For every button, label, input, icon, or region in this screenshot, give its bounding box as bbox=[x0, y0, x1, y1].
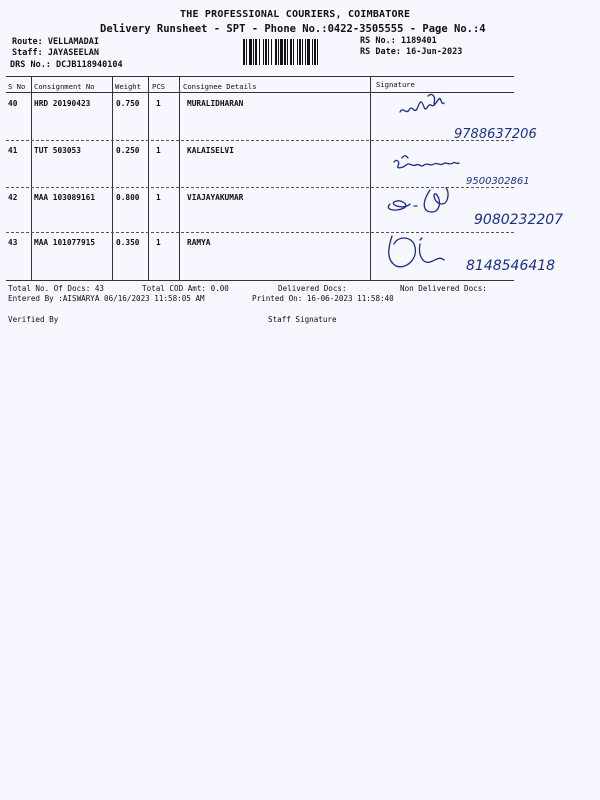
table-top-border bbox=[6, 76, 514, 77]
barcode-bar bbox=[307, 39, 310, 65]
table-bottom-border bbox=[6, 280, 514, 281]
col-header-consignment: Consignment No bbox=[34, 82, 95, 91]
col-divider bbox=[31, 76, 32, 280]
total-docs: Total No. Of Docs: 43 bbox=[8, 284, 105, 293]
rs-number: RS No.: 1189401 bbox=[360, 36, 437, 46]
pcs-cell: 1 bbox=[156, 238, 161, 247]
weight-cell: 0.800 bbox=[116, 193, 140, 202]
barcode-bar bbox=[305, 39, 306, 65]
barcode-bar bbox=[290, 39, 292, 65]
sno-cell: 41 bbox=[8, 146, 18, 155]
consignment-cell: HRD 20190423 bbox=[34, 99, 91, 108]
barcode-bar bbox=[268, 39, 269, 65]
barcode-bar bbox=[278, 39, 279, 65]
barcode-bar bbox=[255, 39, 257, 65]
weight-cell: 0.350 bbox=[116, 238, 140, 247]
printed-on: Printed On: 16-06-2023 11:58:40 bbox=[252, 294, 394, 303]
signature-phone: 9788637206 bbox=[454, 127, 537, 142]
barcode-bar bbox=[302, 39, 303, 65]
verified-by: Verified By bbox=[8, 315, 59, 324]
sno-cell: 43 bbox=[8, 238, 18, 247]
signature-phone: 8148546418 bbox=[466, 258, 556, 274]
barcode-bar bbox=[284, 39, 286, 65]
barcode-bar bbox=[299, 39, 301, 65]
sno-cell: 42 bbox=[8, 193, 18, 202]
consignee-cell: MURALIDHARAN bbox=[187, 99, 244, 108]
company-title: THE PROFESSIONAL COURIERS, COIMBATORE bbox=[180, 9, 411, 20]
consignment-cell: MAA 101077915 bbox=[34, 238, 96, 247]
signature-muralidharan bbox=[400, 94, 537, 142]
pcs-cell: 1 bbox=[156, 146, 161, 155]
barcode bbox=[243, 39, 351, 65]
barcode-bar bbox=[243, 39, 245, 65]
total-cod: Total COD Amt: 0.00 bbox=[142, 284, 229, 293]
rs-date: RS Date: 16-Jun-2023 bbox=[360, 47, 463, 57]
barcode-bar bbox=[312, 39, 313, 65]
barcode-bar bbox=[246, 39, 247, 65]
consignee-cell: VIAJAYAKUMAR bbox=[187, 193, 244, 202]
col-divider bbox=[148, 76, 149, 280]
col-header-pcs: PCS bbox=[152, 82, 165, 91]
barcode-bar bbox=[293, 39, 294, 65]
delivered-docs: Delivered Docs: bbox=[278, 284, 347, 293]
barcode-bar bbox=[317, 39, 318, 65]
consignment-cell: MAA 103089161 bbox=[34, 193, 96, 202]
non-delivered-docs: Non Delivered Docs: bbox=[400, 284, 487, 293]
barcode-bar bbox=[265, 39, 267, 65]
barcode-bar bbox=[263, 39, 264, 65]
signature-viajayakumar bbox=[388, 188, 563, 228]
pcs-cell: 1 bbox=[156, 99, 161, 108]
signature-ramya bbox=[389, 236, 555, 274]
sno-cell: 40 bbox=[8, 99, 18, 108]
barcode-bar bbox=[253, 39, 254, 65]
drs-number: DRS No.: DCJB118940104 bbox=[10, 60, 123, 70]
consignment-cell: TUT 503053 bbox=[34, 146, 81, 155]
pcs-cell: 1 bbox=[156, 193, 161, 202]
barcode-bar bbox=[249, 39, 252, 65]
col-header-signature: Signature bbox=[376, 80, 415, 89]
col-divider bbox=[112, 76, 113, 280]
barcode-bar bbox=[287, 39, 288, 65]
barcode-bar bbox=[271, 39, 272, 65]
signature-kalaiselvi bbox=[394, 156, 530, 187]
entered-by: Entered By :AISWARYA 06/16/2023 11:58:05 AM bbox=[8, 294, 205, 303]
barcode-bar bbox=[259, 39, 260, 65]
weight-cell: 0.750 bbox=[116, 99, 140, 108]
route-label: Route: VELLAMADAI bbox=[12, 37, 99, 47]
consignee-cell: KALAISELVI bbox=[187, 146, 234, 155]
weight-cell: 0.250 bbox=[116, 146, 140, 155]
barcode-bar bbox=[297, 39, 298, 65]
signature-area bbox=[370, 86, 600, 276]
signature-phone: 9080232207 bbox=[474, 212, 564, 228]
runsheet-title: Delivery Runsheet - SPT - Phone No.:0422-3505555 - Page No.:4 bbox=[100, 23, 486, 35]
staff-label: Staff: JAYASEELAN bbox=[12, 48, 99, 58]
col-header-consignee: Consignee Details bbox=[183, 82, 257, 91]
col-header-weight: Weight bbox=[115, 82, 141, 91]
barcode-bar bbox=[280, 39, 283, 65]
col-header-sno: S No bbox=[8, 82, 26, 91]
signature-phone: 9500302861 bbox=[466, 176, 530, 187]
staff-signature-label: Staff Signature bbox=[268, 315, 337, 324]
barcode-bar bbox=[275, 39, 277, 65]
consignee-cell: RAMYA bbox=[187, 238, 211, 247]
barcode-bar bbox=[314, 39, 316, 65]
col-divider bbox=[179, 76, 180, 280]
